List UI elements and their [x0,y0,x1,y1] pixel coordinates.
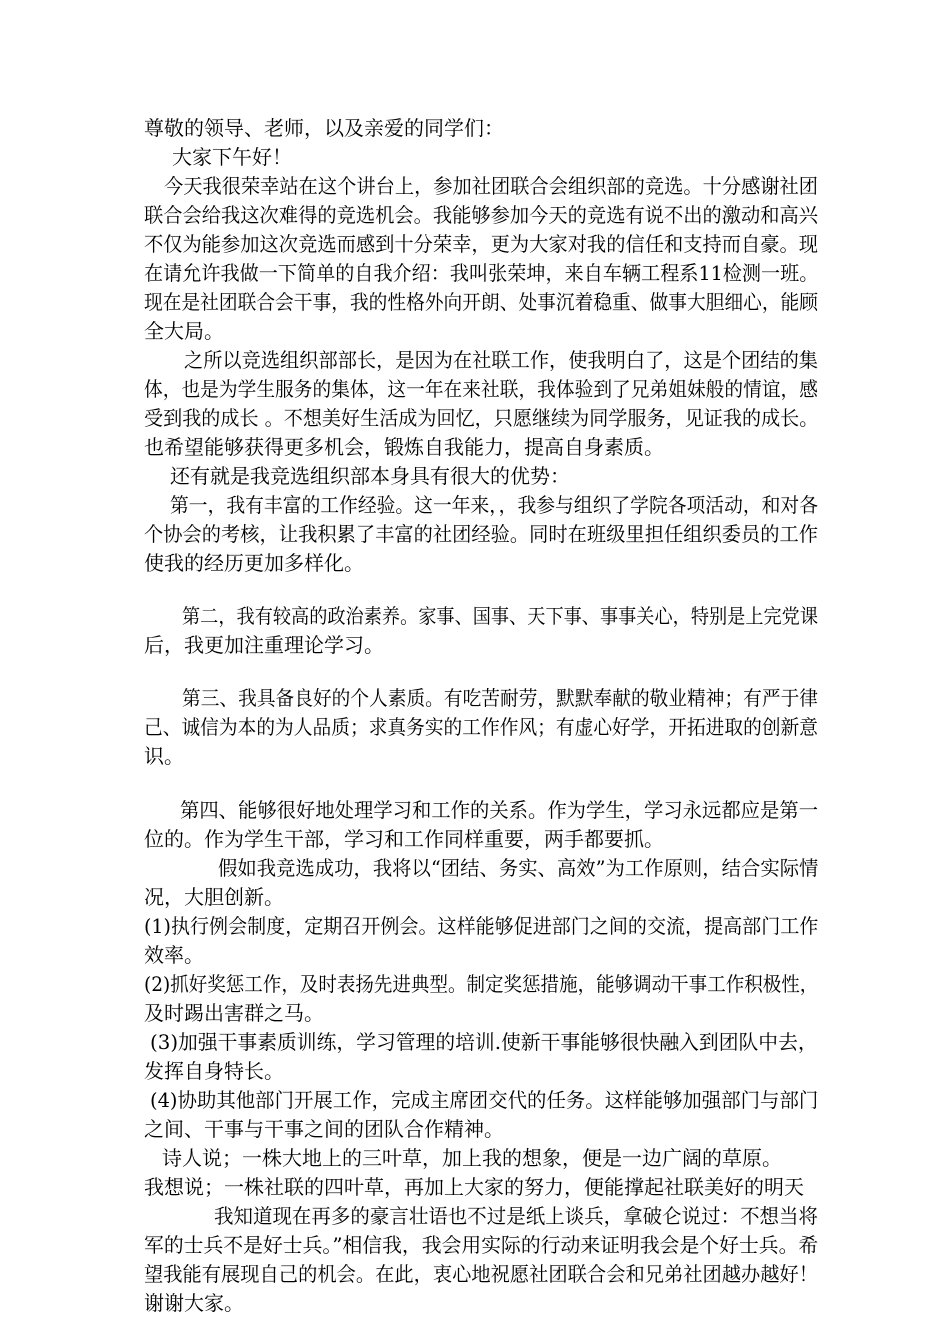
paragraph-line: 在请允许我做一下简单的自我介绍：我叫张荣坤，来自车辆工程系11检测一班。 [144,261,819,285]
paragraph-line: 望我能有展现自己的机会。在此，衷心地祝愿社团联合会和兄弟社团越办越好！ [144,1262,819,1286]
paragraph-line: 己、诚信为本的为人品质；求真务实的工作作风；有虚心好学，开拓进取的创新意 [144,715,818,739]
paragraph-line: 现在是社团联合会干事，我的性格外向开朗、处事沉着稳重、做事大胆细心，能顾 [144,290,818,314]
paragraph-line: 使我的经历更加多样化。 [144,551,364,575]
paragraph-line: 第二，我有较高的政治素养。家事、国事、天下事、事事关心，特别是上完党课 [182,604,819,628]
list-item-line: (2)抓好奖惩工作，及时表扬先进典型。制定奖惩措施，能够调动干事工作积极性， [144,972,819,996]
paragraph-line: 还有就是我竞选组织部本身具有很大的优势： [170,464,570,488]
paragraph-line: 联合会给我这次难得的竞选机会。我能够参加今天的竞选有说不出的激动和高兴 [144,203,819,227]
paragraph-line: 之所以竞选组织部部长，是因为在社联工作，使我明白了，这是个团结的集 [184,348,818,372]
list-item-line: (3)加强干事素质训练，学习管理的培训.使新干事能够很快融入到团队中去， [150,1030,818,1054]
closing-line: 谢谢大家。 [144,1291,244,1315]
paragraph-line: 全大局。 [144,319,224,343]
paragraph-line: 第四、能够很好地处理学习和工作的关系。作为学生，学习永远都应是第一 [180,798,819,822]
list-item-line: 效率。 [144,943,204,967]
paragraph-line: 诗人说；一株大地上的三叶草，加上我的想象，便是一边广阔的草原。 [162,1146,782,1170]
paragraph-line: 受到我的成长 。不想美好生活成为回忆，只愿继续为同学服务，见证我的成长。 [144,406,819,430]
salutation-line: 大家下午好！ [172,145,292,169]
list-item-line: 之间、干事与干事之间的团队合作精神。 [144,1117,504,1141]
paragraph-line: 第三、我具备良好的个人素质。有吃苦耐劳，默默奉献的敬业精神；有严于律 [182,686,819,710]
paragraph-line: 识。 [144,744,184,768]
list-item-line: (1)执行例会制度，定期召开例会。这样能够促进部门之间的交流，提高部门工作 [144,914,819,938]
paragraph-line: 位的。作为学生干部，学习和工作同样重要，两手都要抓。 [144,827,664,851]
list-item-line: 及时踢出害群之马。 [144,1001,324,1025]
paragraph-line: 体，也是为学生服务的集体，这一年在来社联，我体验到了兄弟姐妹般的情谊，感 [144,377,818,401]
paragraph-line: 今天我很荣幸站在这个讲台上，参加社团联合会组织部的竞选。十分感谢社团 [164,174,819,198]
paragraph-line: 军的士兵不是好士兵。”相信我，我会用实际的行动来证明我会是个好士兵。希 [144,1233,819,1257]
paragraph-line: 后，我更加注重理论学习。 [144,633,384,657]
list-item-line: (4)协助其他部门开展工作，完成主席团交代的任务。这样能够加强部门与部门 [150,1088,819,1112]
paragraph-line: 个协会的考核，让我积累了丰富的社团经验。同时在班级里担任组织委员的工作 [144,522,819,546]
paragraph-line: 我知道现在再多的豪言壮语也不过是纸上谈兵，拿破仑说过：不想当将 [214,1204,819,1228]
paragraph-line: 第一，我有丰富的工作经验。这一年来，，我参与组织了学院各项活动，和对各 [170,493,818,517]
list-item-line: 发挥自身特长。 [144,1059,284,1083]
paragraph-line: 我想说；一株社联的四叶草，再加上大家的努力，便能撑起社联美好的明天 [144,1175,804,1199]
paragraph-line: 不仅为能参加这次竞选而感到十分荣幸，更为大家对我的信任和支持而自豪。现 [144,232,819,256]
paragraph-line: 也希望能够获得更多机会，锻炼自我能力，提高自身素质。 [144,435,664,459]
paragraph-line: 假如我竞选成功，我将以“团结、务实、高效”为工作原则，结合实际情 [218,856,819,880]
paragraph-line: 况，大胆创新。 [144,885,284,909]
greeting-line: 尊敬的领导、老师，以及亲爱的同学们： [144,116,504,140]
